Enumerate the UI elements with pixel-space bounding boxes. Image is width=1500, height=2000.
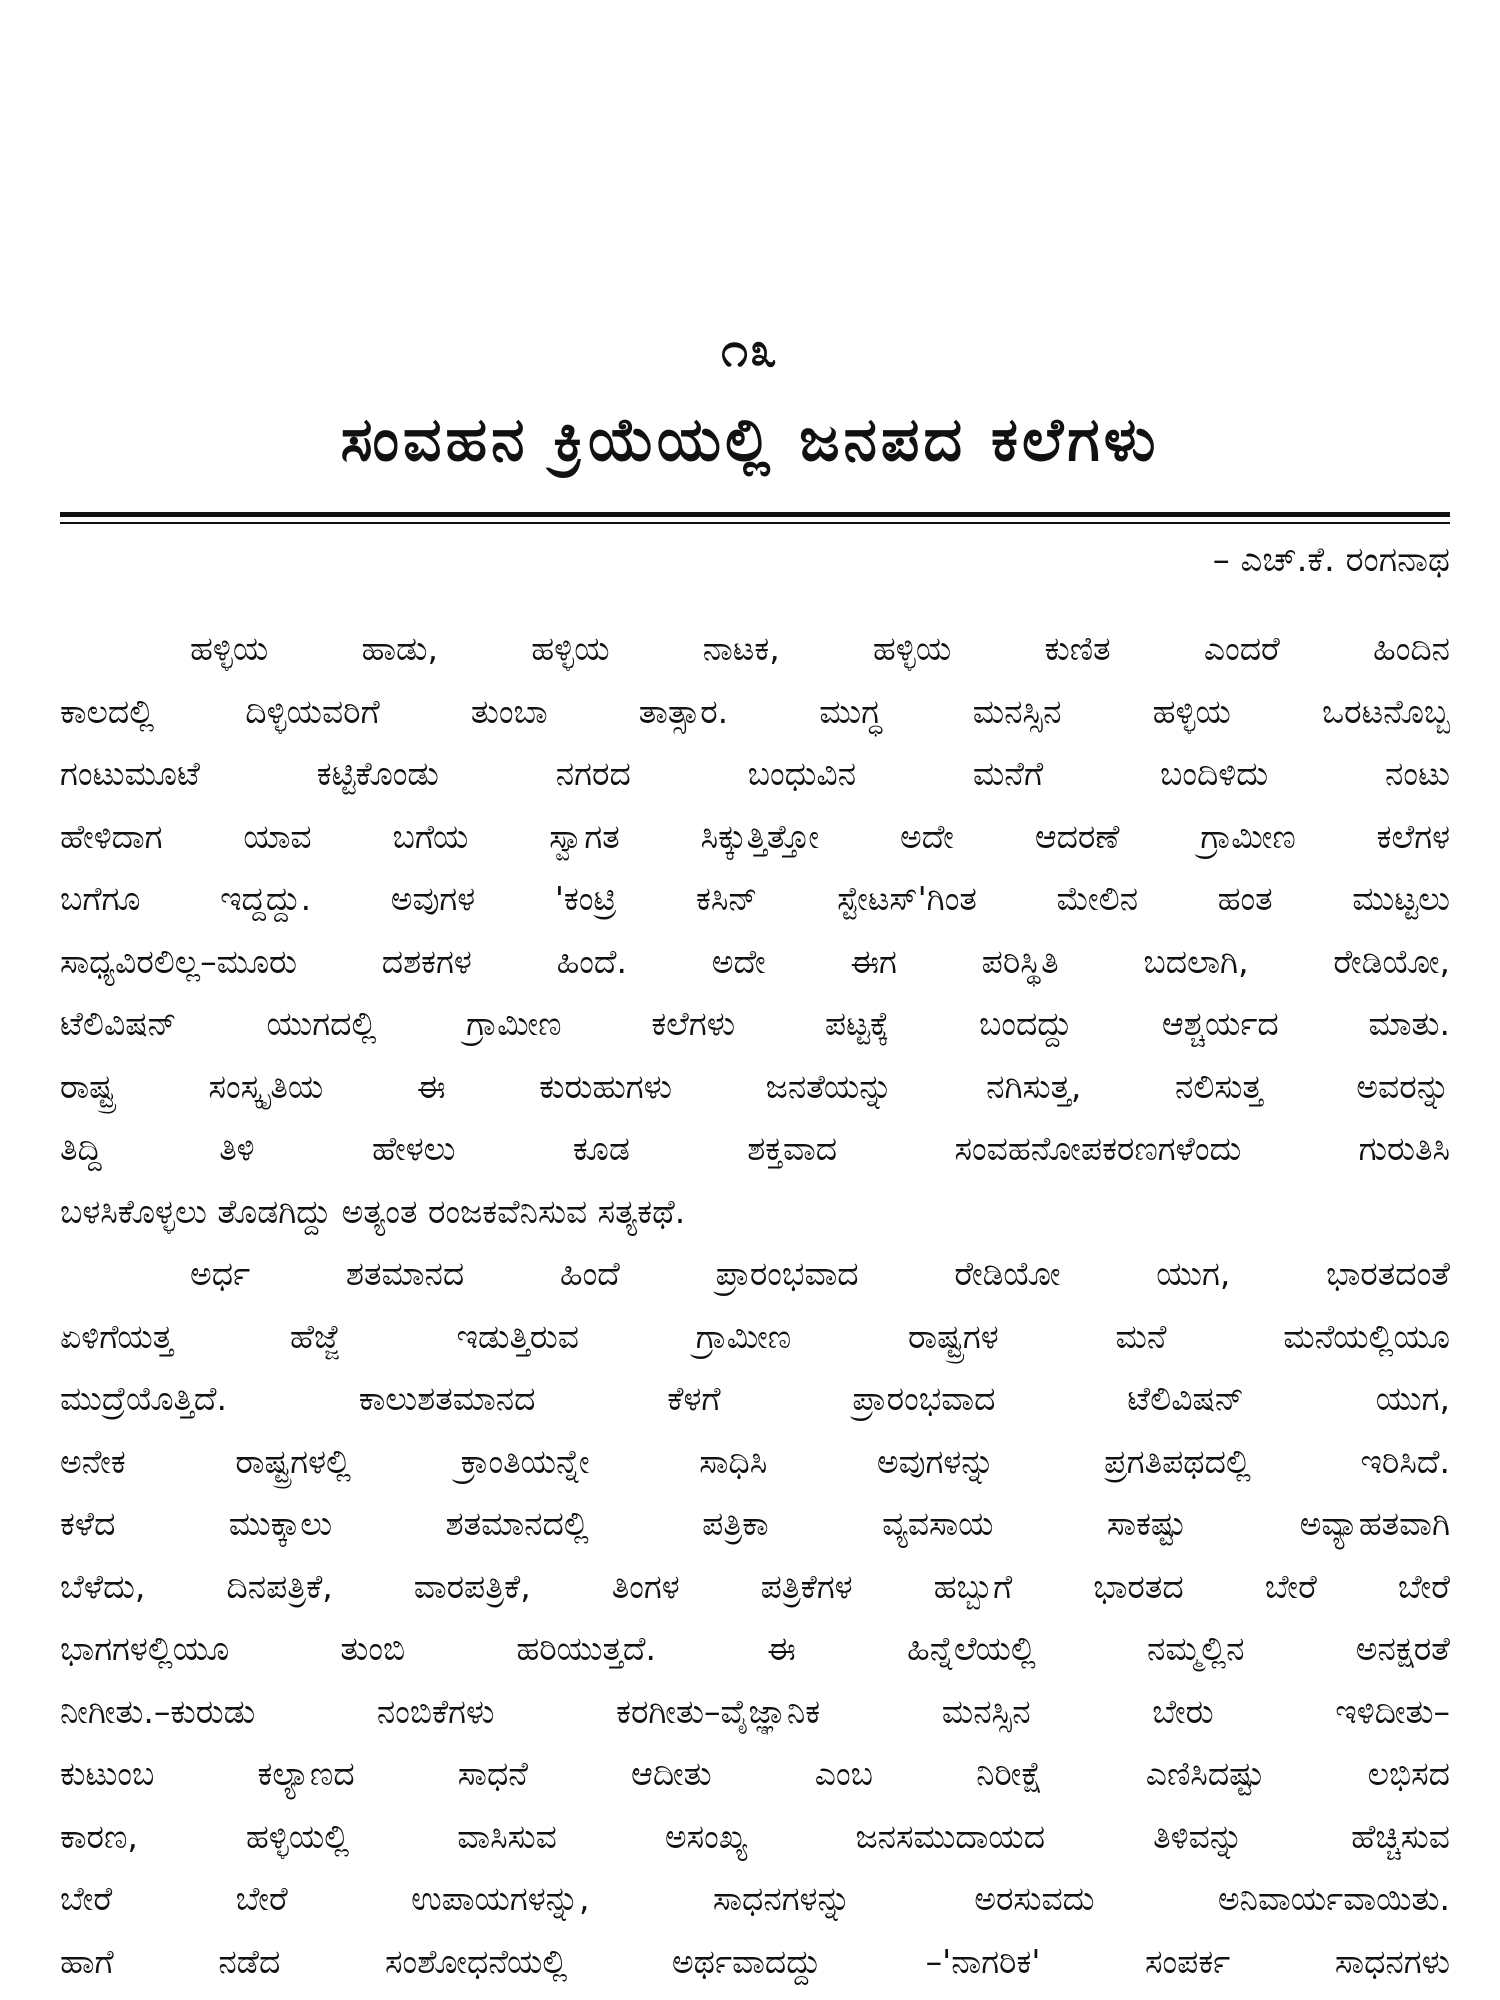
paragraph-2-line: ಬೆಳೆದು, ದಿನಪತ್ರಿಕೆ, ವಾರಪತ್ರಿಕೆ, ತಿಂಗಳ ಪತ್ರಿಕೆಗಳ ಹಬ್ಬುಗೆ ಭಾರತದ ಬೇರೆ ಬೇರೆ — [60, 1566, 1450, 1606]
paragraph-2-line: ಬೇರೆ ಬೇರೆ ಉಪಾಯಗಳನ್ನು, ಸಾಧನಗಳನ್ನು ಅರಸುವದು ಅನಿವಾರ್ಯವಾಯಿತು. — [60, 1879, 1450, 1918]
paragraph-1-line: ರಾಷ್ಟ್ರ ಸಂಸ್ಕೃತಿಯ ಈ ಕುರುಹುಗಳು ಜನತೆಯನ್ನು ನಗಿಸುತ್ತ, ನಲಿಸುತ್ತ ಅವರನ್ನು — [60, 1066, 1450, 1106]
title-rule-thick — [60, 512, 1450, 517]
paragraph-1-line: ಹಳ್ಳಿಯ ಹಾಡು, ಹಳ್ಳಿಯ ನಾಟಕ, ಹಳ್ಳಿಯ ಕುಣಿತ ಎಂದರೆ ಹಿಂದಿನ — [190, 629, 1450, 668]
body-text — [60, 618, 1450, 1993]
chapter-title: ಸಂವಹನ ಕ್ರಿಯೆಯಲ್ಲಿ ಜನಪದ ಕಲೆಗಳು — [340, 405, 1160, 475]
paragraph-1-line: ಬಗೆಗೂ ಇದ್ದದ್ದು. ಅವುಗಳ 'ಕಂಟ್ರಿ ಕಸಿನ್ ಸ್ಟೇಟಸ್'ಗಿಂತ ಮೇಲಿನ ಹಂತ ಮುಟ್ಟಲು — [60, 879, 1450, 918]
paragraph-2-line: ಅನೇಕ ರಾಷ್ಟ್ರಗಳಲ್ಲಿ ಕ್ರಾಂತಿಯನ್ನೇ ಸಾಧಿಸಿ ಅವುಗಳನ್ನು ಪ್ರಗತಿಪಥದಲ್ಲಿ ಇರಿಸಿದೆ. — [60, 1441, 1450, 1481]
paragraph-1-line: ಸಾಧ್ಯವಿರಲಿಲ್ಲ–ಮೂರು ದಶಕಗಳ ಹಿಂದೆ. ಅದೇ ಈಗ ಪರಿಸ್ಥಿತಿ ಬದಲಾಗಿ, ರೇಡಿಯೋ, — [60, 941, 1450, 981]
paragraph-1-line: ಟೆಲಿವಿಷನ್ ಯುಗದಲ್ಲಿ ಗ್ರಾಮೀಣ ಕಲೆಗಳು ಪಟ್ಟಕ್ಕೆ ಬಂದದ್ದು ಆಶ್ಚರ್ಯದ ಮಾತು. — [60, 1004, 1450, 1043]
paragraph-1-line: ಕಾಲದಲ್ಲಿ ದಿಳ್ಳಿಯವರಿಗೆ ತುಂಬಾ ತಾತ್ಸಾರ. ಮುಗ್ಧ ಮನಸ್ಸಿನ ಹಳ್ಳಿಯ ಒರಟನೊಬ್ಬ — [60, 691, 1450, 731]
author-byline: – ಎಚ್.ಕೆ. ರಂಗನಾಥ — [1212, 540, 1450, 580]
paragraph-1-line: ಗಂಟುಮೂಟೆ ಕಟ್ಟಿಕೊಂಡು ನಗರದ ಬಂಧುವಿನ ಮನೆಗೆ ಬಂದಿಳಿದು ನಂಟು — [60, 754, 1450, 793]
paragraph-2-line: ಮುದ್ರೆಯೊತ್ತಿದೆ. ಕಾಲುಶತಮಾನದ ಕೆಳಗೆ ಪ್ರಾರಂಭವಾದ ಟೆಲಿವಿಷನ್ ಯುಗ, — [60, 1379, 1450, 1418]
paragraph-2-line: ಕಳೆದ ಮುಕ್ಕಾಲು ಶತಮಾನದಲ್ಲಿ ಪತ್ರಿಕಾ ವ್ಯವಸಾಯ ಸಾಕಷ್ಟು ಅವ್ಯಾಹತವಾಗಿ — [60, 1504, 1450, 1543]
paragraph-2-line: ಹಾಗೆ ನಡೆದ ಸಂಶೋಧನೆಯಲ್ಲಿ ಅರ್ಥವಾದದ್ದು –'ನಾಗರಿಕ' ಸಂಪರ್ಕ ಸಾಧನಗಳು — [60, 1941, 1450, 1981]
paragraph-1-line: ಹೇಳಿದಾಗ ಯಾವ ಬಗೆಯ ಸ್ವಾಗತ ಸಿಕ್ಕುತ್ತಿತ್ತೋ ಅದೇ ಆದರಣೆ ಗ್ರಾಮೀಣ ಕಲೆಗಳ — [60, 816, 1450, 856]
paragraph-2-line: ಏಳಿಗೆಯತ್ತ ಹೆಜ್ಜೆ ಇಡುತ್ತಿರುವ ಗ್ರಾಮೀಣ ರಾಷ್ಟ್ರಗಳ ಮನೆ ಮನೆಯಲ್ಲಿಯೂ — [60, 1316, 1450, 1356]
paragraph-2-line: ಕಾರಣ, ಹಳ್ಳಿಯಲ್ಲಿ ವಾಸಿಸುವ ಅಸಂಖ್ಯ ಜನಸಮುದಾಯದ ತಿಳಿವನ್ನು ಹೆಚ್ಚಿಸುವ — [60, 1816, 1450, 1856]
chapter-number: ೧೩ — [721, 322, 779, 378]
title-rule-thin — [60, 522, 1450, 524]
paragraph-2-line: ಕುಟುಂಬ ಕಲ್ಯಾಣದ ಸಾಧನೆ ಆದೀತು ಎಂಬ ನಿರೀಕ್ಷೆ ಎಣಿಸಿದಷ್ಟು ಲಭಿಸದ — [60, 1754, 1450, 1793]
paragraph-1-line: ತಿದ್ದಿ ತಿಳಿ ಹೇಳಲು ಕೂಡ ಶಕ್ತವಾದ ಸಂವಹನೋಪಕರಣಗಳೆಂದು ಗುರುತಿಸಿ — [60, 1129, 1450, 1168]
paragraph-2-line: ಅರ್ಧ ಶತಮಾನದ ಹಿಂದೆ ಪ್ರಾರಂಭವಾದ ರೇಡಿಯೋ ಯುಗ, ಭಾರತದಂತೆ — [190, 1254, 1450, 1293]
paragraph-2-line: ಭಾಗಗಳಲ್ಲಿಯೂ ತುಂಬಿ ಹರಿಯುತ್ತದೆ. ಈ ಹಿನ್ನೆಲೆಯಲ್ಲಿ ನಮ್ಮಲ್ಲಿನ ಅನಕ್ಷರತೆ — [60, 1629, 1450, 1668]
paragraph-2-line: ನೀಗೀತು.–ಕುರುಡು ನಂಬಿಕೆಗಳು ಕರಗೀತು–ವೈಜ್ಞಾನಿಕ ಮನಸ್ಸಿನ ಬೇರು ಇಳಿದೀತು– — [60, 1691, 1450, 1731]
paragraph-1-line: ಬಳಸಿಕೊಳ್ಳಲು ತೊಡಗಿದ್ದು ಅತ್ಯಂತ ರಂಜಕವೆನಿಸುವ ಸತ್ಯಕಥೆ. — [60, 1191, 686, 1231]
